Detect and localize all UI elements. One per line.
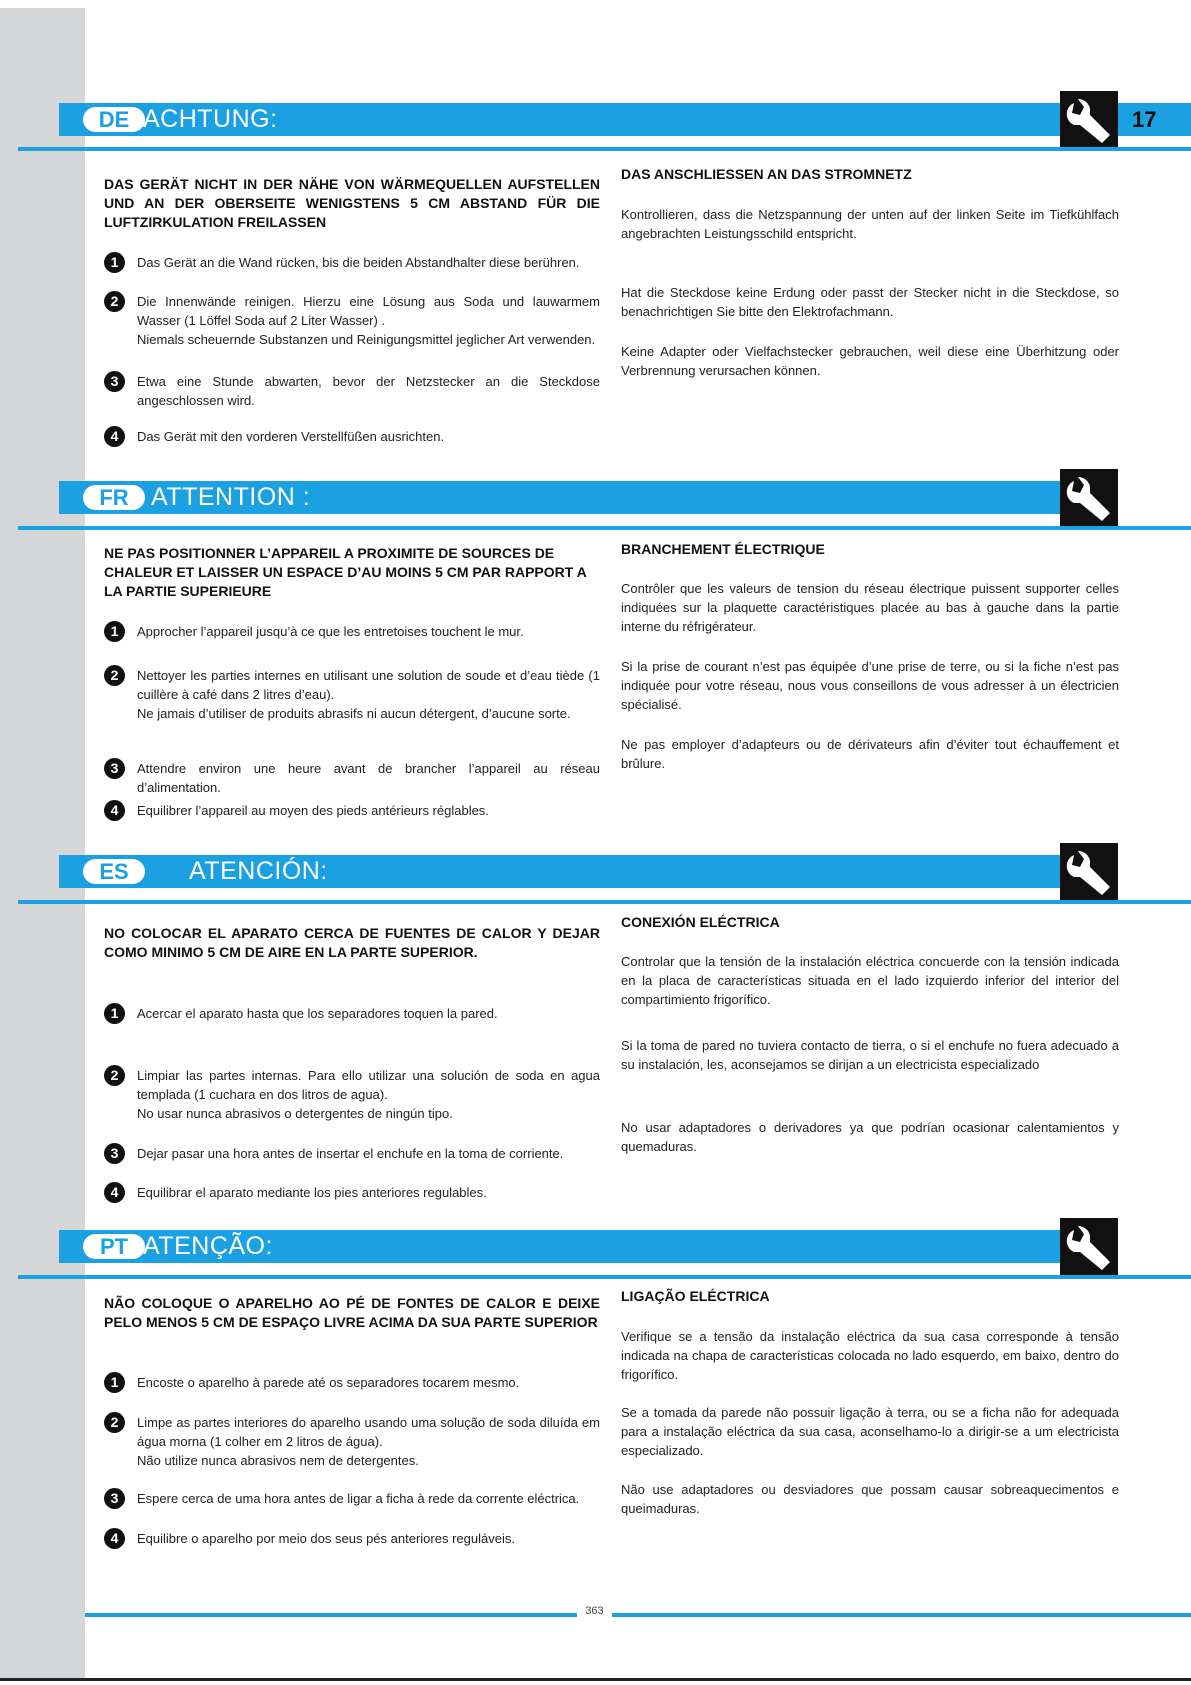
step-number: 4 — [104, 426, 125, 447]
item-text: Niemals scheuernde Substanzen und Reinigungsmittel jeglicher Art verwenden. — [137, 332, 596, 347]
section-underline — [18, 900, 1191, 904]
paragraph: Ne pas employer d’adapteurs ou de dérivateurs afin d’éviter tout échauffement et brûlure. — [621, 737, 1119, 771]
paragraph: Se a tomada da parede não possuir ligação à terra, ou se a ficha não for adequada para a instalação eléctrica da sua casa, aconselhamo-lo a dirigir-se a um electricista especializado. — [621, 1405, 1119, 1458]
step-number: 3 — [104, 758, 125, 779]
item-text: Attendre environ une heure avant de brancher l’appareil au réseau d’alimentation. — [137, 761, 600, 795]
step-number: 3 — [104, 1143, 125, 1164]
page-number: 17 — [1132, 107, 1157, 132]
paragraph: Keine Adapter oder Vielfachstecker gebrauchen, weil diese eine Überhitzung oder Verbrennung verursachen können. — [621, 344, 1119, 378]
item-text: Acercar el aparato hasta que los separadores toquen la pared. — [137, 1006, 498, 1021]
wrench-icon — [1060, 469, 1118, 527]
step-number: 1 — [104, 1003, 125, 1024]
item-text: Das Gerät mit den vorderen Verstellfüßen ausrichten. — [137, 429, 445, 444]
step-number: 3 — [104, 1488, 125, 1509]
section-underline — [18, 526, 1191, 530]
paragraph: No usar adaptadores o derivadores ya que podrían ocasionar calentamientos y quemaduras. — [621, 1120, 1119, 1154]
footer-rule-right — [612, 1613, 1191, 1617]
section-header-bar — [59, 855, 1060, 888]
item-text: Não utilize nunca abrasivos nem de detergentes. — [137, 1453, 419, 1468]
item-text: Das Gerät an die Wand rücken, bis die beiden Abstandhalter diese berühren. — [137, 255, 580, 270]
item-text: Espere cerca de uma hora antes de ligar a ficha à rede da corrente eléctrica. — [137, 1491, 580, 1506]
paragraph: Si la prise de courant n’est pas équipée d’une prise de terre, ou si la fiche n’est pas indiquée pour votre réseau, nous vous conseillons de vous adresser à un électricien spécialisé. — [621, 659, 1119, 712]
paragraph: Controlar que la tensión de la instalación eléctrica concuerde con la tensión indicada en la placa de características situada en el lado izquierdo inferior del interior del compartimiento frigorífico. — [621, 954, 1119, 1007]
bottom-border — [0, 1678, 1191, 1681]
wrench-icon — [1060, 1218, 1118, 1276]
left-column — [104, 544, 600, 818]
left-margin-strip — [0, 8, 85, 1678]
section-title: ATTENTION : — [151, 483, 311, 511]
wrench-icon — [1060, 91, 1118, 149]
language-badge: FR — [83, 485, 145, 510]
left-column — [104, 1294, 600, 1546]
step-number: 4 — [104, 1528, 125, 1549]
item-text: Etwa eine Stunde abwarten, bevor der Netzstecker an die Steckdose angeschlossen wird. — [137, 374, 600, 408]
paragraph: Contrôler que les valeurs de tension du réseau électrique puissent supporter celles indiquées sur la plaquette caractéristiques placée au bas à gauche dans la partie interne du réfrigérateur. — [621, 581, 1119, 634]
step-number: 1 — [104, 1372, 125, 1393]
footer-page-number: 363 — [585, 1605, 604, 1617]
page-number-box — [1118, 103, 1191, 136]
left-heading: NO COLOCAR EL APARATO CERCA DE FUENTES DE CALOR Y DEJAR COMO MINIMO 5 CM DE AIRE EN LA PARTE SUPERIOR. — [104, 925, 600, 960]
section-underline — [18, 1275, 1191, 1279]
item-text: Equilibrar el aparato mediante los pies anteriores regulables. — [137, 1185, 487, 1200]
step-number: 2 — [104, 1412, 125, 1433]
left-heading: NÃO COLOQUE O APARELHO AO PÉ DE FONTES DE CALOR E DEIXE PELO MENOS 5 CM DE ESPAÇO LIVRE ACIMA DA SUA PARTE SUPERIOR — [104, 1295, 600, 1330]
step-number: 2 — [104, 1065, 125, 1086]
item-text: Encoste o aparelho à parede até os separadores tocarem mesmo. — [137, 1375, 520, 1390]
paragraph: Verifique se a tensão da instalação eléctrica da sua casa corresponde à tensão indicada na chapa de características colocada no lado esquerdo, em baixo, dentro do frigorífico. — [621, 1329, 1119, 1382]
right-column — [621, 913, 1119, 1154]
section-header-bar — [59, 103, 1060, 136]
language-badge: PT — [83, 1234, 145, 1259]
language-badge: ES — [83, 859, 145, 884]
right-column — [621, 165, 1119, 378]
paragraph: Si la toma de pared no tuviera contacto de tierra, o si el enchufe no fuera adecuado a su instalación, les, aconsejamos se dirijan a un electricista especializado — [621, 1038, 1119, 1072]
left-heading: NE PAS POSITIONNER L’APPAREIL A PROXIMITE DE SOURCES DE CHALEUR ET LAISSER UN ESPACE D’AU MOINS 5 CM PAR RAPPORT A LA PARTIE SUPERIEURE — [104, 545, 587, 599]
right-heading: CONEXIÓN ELÉCTRICA — [621, 914, 780, 930]
section-title: ATENÇÃO: — [143, 1232, 273, 1260]
section-header-bar — [59, 1230, 1060, 1263]
right-column — [621, 540, 1119, 771]
section-title: ACHTUNG: — [143, 105, 278, 133]
section-underline — [18, 147, 1191, 151]
step-number: 4 — [104, 800, 125, 821]
item-text: Equilibre o aparelho por meio dos seus pés anteriores reguláveis. — [137, 1531, 515, 1546]
paragraph: Kontrollieren, dass die Netzspannung der unten auf der linken Seite im Tiefkühlfach angebrachten Leistungsschild entspricht. — [621, 207, 1119, 241]
step-number: 3 — [104, 371, 125, 392]
paragraph: Não use adaptadores ou desviadores que possam causar sobreaquecimentos e queimaduras. — [621, 1482, 1119, 1516]
step-number: 1 — [104, 621, 125, 642]
left-column — [104, 924, 600, 1200]
footer-rule-left — [85, 1613, 577, 1617]
paragraph: Hat die Steckdose keine Erdung oder passt der Stecker nicht in die Steckdose, so benachrichtigen Sie bitte den Elektrofachmann. — [621, 285, 1119, 319]
section-title: ATENCIÓN: — [189, 857, 328, 885]
right-heading: BRANCHEMENT ÉLECTRIQUE — [621, 541, 825, 557]
step-number: 2 — [104, 665, 125, 686]
right-column — [621, 1287, 1119, 1516]
item-text: Nettoyer les parties internes en utilisant une solution de soude et d’eau tiède (1 cuillère à café dans 2 litres d’eau). — [137, 668, 600, 702]
section-header-bar — [59, 481, 1060, 514]
item-text: Dejar pasar una hora antes de insertar el enchufe en la toma de corriente. — [137, 1146, 564, 1161]
item-text: Limpiar las partes internas. Para ello utilizar una solución de soda en agua templada (1 cuchara en dos litros de agua). — [137, 1068, 600, 1102]
language-badge: DE — [83, 107, 145, 132]
right-heading: LIGAÇÃO ELÉCTRICA — [621, 1288, 770, 1304]
right-heading: DAS ANSCHLIESSEN AN DAS STROMNETZ — [621, 166, 912, 182]
wrench-icon — [1060, 843, 1118, 901]
item-text: Equilibrer l’appareil au moyen des pieds antérieurs réglables. — [137, 803, 489, 818]
step-number: 2 — [104, 291, 125, 312]
step-number: 1 — [104, 252, 125, 273]
item-text: No usar nunca abrasivos o detergentes de ningún tipo. — [137, 1106, 453, 1121]
left-column — [104, 175, 600, 444]
item-text: Limpe as partes interiores do aparelho usando uma solução de soda diluída em água morna (1 colher em 2 litros de água). — [137, 1415, 600, 1449]
left-heading: DAS GERÄT NICHT IN DER NÄHE VON WÄRMEQUELLEN AUFSTELLEN UND AN DER OBERSEITE WENIGSTENS 5 CM ABSTAND FÜR DIE LUFTZIRKULATION FREILASSEN — [104, 176, 600, 230]
step-number: 4 — [104, 1182, 125, 1203]
item-text: Ne jamais d’utiliser de produits abrasifs ni aucun détergent, d’aucune sorte. — [137, 706, 571, 721]
item-text: Die Innenwände reinigen. Hierzu eine Lösung aus Soda und lauwarmem Wasser (1 Löffel Soda auf 2 Liter Wasser) . — [137, 294, 600, 328]
item-text: Approcher l’appareil jusqu’à ce que les entretoises touchent le mur. — [137, 624, 524, 639]
